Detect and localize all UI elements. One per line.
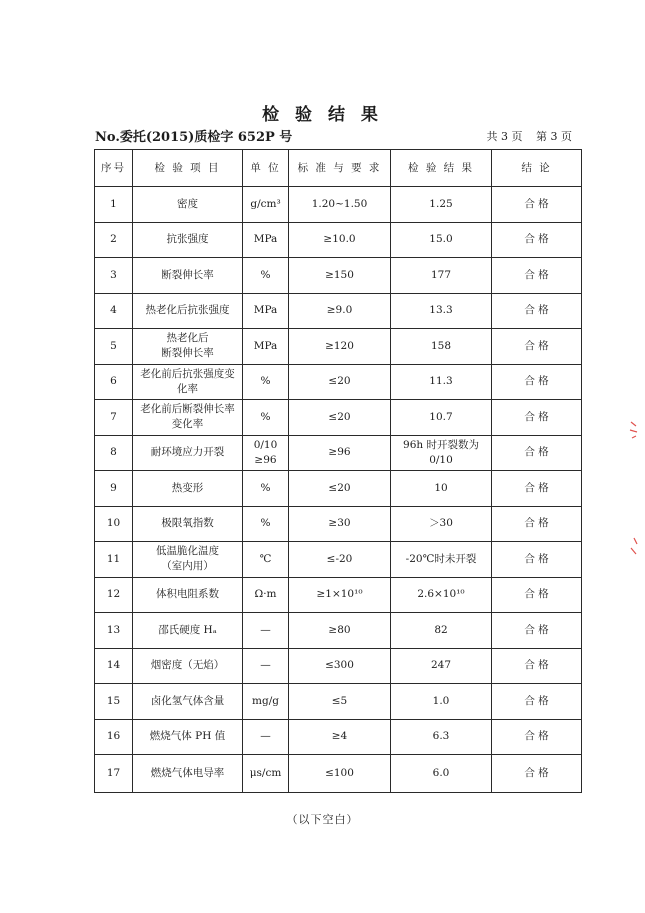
page-title: 检 验 结 果 <box>262 105 383 125</box>
header-standard: 标 准 与 要 求 <box>289 150 391 187</box>
cell-result: 6.0 <box>391 755 492 793</box>
header-unit: 单 位 <box>243 150 289 187</box>
cell-standard: ≤20 <box>289 364 391 400</box>
cell-result: -20℃时未开裂 <box>391 542 492 578</box>
header-item: 检 验 项 目 <box>133 150 243 187</box>
cell-no: 8 <box>95 435 133 471</box>
cell-no: 5 <box>95 329 133 365</box>
cell-unit: — <box>243 648 289 684</box>
header-conclusion: 结 论 <box>492 150 582 187</box>
cell-item: 体积电阻系数 <box>133 577 243 613</box>
cell-no: 6 <box>95 364 133 400</box>
cell-no: 14 <box>95 648 133 684</box>
cell-conclusion: 合 格 <box>492 577 582 613</box>
cell-unit: μs/cm <box>243 755 289 793</box>
cell-standard: ≤100 <box>289 755 391 793</box>
table-row <box>95 542 582 578</box>
cell-unit: mg/g <box>243 684 289 720</box>
cell-conclusion: 合 格 <box>492 471 582 507</box>
cell-unit: MPa <box>243 329 289 365</box>
document-number: No.委托(2015)质检字 652P 号 <box>95 130 293 145</box>
cell-conclusion: 合 格 <box>492 364 582 400</box>
cell-result: ＞30 <box>391 506 492 542</box>
cell-no: 13 <box>95 613 133 649</box>
cell-standard: ≥9.0 <box>289 293 391 329</box>
cell-unit: 0/10 ≥96 <box>243 435 289 471</box>
table-row <box>95 222 582 258</box>
cell-conclusion: 合 格 <box>492 222 582 258</box>
table-row <box>95 435 582 471</box>
cell-result: 11.3 <box>391 364 492 400</box>
cell-conclusion: 合 格 <box>492 719 582 755</box>
cell-unit: % <box>243 400 289 436</box>
cell-no: 12 <box>95 577 133 613</box>
cell-result: 15.0 <box>391 222 492 258</box>
cell-item: 抗张强度 <box>133 222 243 258</box>
cell-unit: % <box>243 471 289 507</box>
table-row <box>95 613 582 649</box>
cell-result: 1.0 <box>391 684 492 720</box>
cell-item: 燃烧气体 PH 值 <box>133 719 243 755</box>
cell-no: 9 <box>95 471 133 507</box>
cell-unit: % <box>243 364 289 400</box>
cell-conclusion: 合 格 <box>492 755 582 793</box>
cell-conclusion: 合 格 <box>492 400 582 436</box>
cell-standard: 1.20~1.50 <box>289 187 391 223</box>
stamp-edge-mark <box>628 420 638 560</box>
cell-standard: ≥120 <box>289 329 391 365</box>
cell-unit: % <box>243 506 289 542</box>
cell-result: 10 <box>391 471 492 507</box>
cell-standard: ≥1×10¹⁰ <box>289 577 391 613</box>
cell-result: 82 <box>391 613 492 649</box>
cell-standard: ≥4 <box>289 719 391 755</box>
cell-no: 4 <box>95 293 133 329</box>
cell-item: 密度 <box>133 187 243 223</box>
cell-no: 16 <box>95 719 133 755</box>
results-table <box>94 149 582 793</box>
cell-conclusion: 合 格 <box>492 329 582 365</box>
cell-no: 7 <box>95 400 133 436</box>
cell-conclusion: 合 格 <box>492 613 582 649</box>
cell-no: 11 <box>95 542 133 578</box>
cell-result: 247 <box>391 648 492 684</box>
cell-item: 断裂伸长率 <box>133 258 243 294</box>
cell-conclusion: 合 格 <box>492 684 582 720</box>
cell-standard: ≥80 <box>289 613 391 649</box>
table-row <box>95 329 582 365</box>
cell-standard: ≥30 <box>289 506 391 542</box>
cell-result: 177 <box>391 258 492 294</box>
cell-item: 热变形 <box>133 471 243 507</box>
cell-standard: ≥150 <box>289 258 391 294</box>
cell-no: 15 <box>95 684 133 720</box>
table-row <box>95 471 582 507</box>
header-no: 序号 <box>95 150 133 187</box>
cell-result: 10.7 <box>391 400 492 436</box>
table-row <box>95 400 582 436</box>
table-row <box>95 648 582 684</box>
cell-standard: ≥10.0 <box>289 222 391 258</box>
cell-conclusion: 合 格 <box>492 542 582 578</box>
current-page: 第 3 页 <box>536 130 572 143</box>
cell-conclusion: 合 格 <box>492 506 582 542</box>
cell-unit: MPa <box>243 293 289 329</box>
cell-item: 烟密度（无焰） <box>133 648 243 684</box>
cell-result: 1.25 <box>391 187 492 223</box>
cell-unit: — <box>243 613 289 649</box>
cell-result: 2.6×10¹⁰ <box>391 577 492 613</box>
cell-no: 2 <box>95 222 133 258</box>
cell-conclusion: 合 格 <box>492 187 582 223</box>
cell-standard: ≤-20 <box>289 542 391 578</box>
table-header-row <box>95 150 582 187</box>
cell-no: 10 <box>95 506 133 542</box>
cell-result: 6.3 <box>391 719 492 755</box>
cell-item: 邵氏硬度 Hₐ <box>133 613 243 649</box>
cell-item: 燃烧气体电导率 <box>133 755 243 793</box>
blank-below-note: （以下空白） <box>286 813 359 826</box>
cell-standard: ≤300 <box>289 648 391 684</box>
table-row <box>95 719 582 755</box>
cell-unit: ℃ <box>243 542 289 578</box>
cell-standard: ≥96 <box>289 435 391 471</box>
cell-no: 17 <box>95 755 133 793</box>
cell-result: 96h 时开裂数为 0/10 <box>391 435 492 471</box>
total-pages: 共 3 页 <box>486 130 523 143</box>
table-row <box>95 506 582 542</box>
cell-result: 13.3 <box>391 293 492 329</box>
table-row <box>95 684 582 720</box>
cell-no: 3 <box>95 258 133 294</box>
cell-unit: — <box>243 719 289 755</box>
cell-item: 极限氧指数 <box>133 506 243 542</box>
cell-item: 耐环境应力开裂 <box>133 435 243 471</box>
header-result: 检 验 结 果 <box>391 150 492 187</box>
cell-item: 低温脆化温度 （室内用） <box>133 542 243 578</box>
cell-conclusion: 合 格 <box>492 258 582 294</box>
cell-item: 卤化氢气体含量 <box>133 684 243 720</box>
cell-item: 老化前后断裂伸长率 变化率 <box>133 400 243 436</box>
cell-unit: g/cm³ <box>243 187 289 223</box>
cell-standard: ≤20 <box>289 400 391 436</box>
cell-conclusion: 合 格 <box>492 648 582 684</box>
cell-unit: % <box>243 258 289 294</box>
cell-item: 热老化后 断裂伸长率 <box>133 329 243 365</box>
table-row <box>95 364 582 400</box>
table-row <box>95 755 582 793</box>
cell-item: 老化前后抗张强度变 化率 <box>133 364 243 400</box>
cell-unit: Ω·m <box>243 577 289 613</box>
cell-unit: MPa <box>243 222 289 258</box>
cell-standard: ≤20 <box>289 471 391 507</box>
table-row <box>95 577 582 613</box>
cell-standard: ≤5 <box>289 684 391 720</box>
table-row <box>95 293 582 329</box>
cell-item: 热老化后抗张强度 <box>133 293 243 329</box>
page-info <box>477 128 573 144</box>
cell-conclusion: 合 格 <box>492 293 582 329</box>
table-row <box>95 258 582 294</box>
cell-no: 1 <box>95 187 133 223</box>
table-row <box>95 187 582 223</box>
cell-result: 158 <box>391 329 492 365</box>
cell-conclusion: 合 格 <box>492 435 582 471</box>
